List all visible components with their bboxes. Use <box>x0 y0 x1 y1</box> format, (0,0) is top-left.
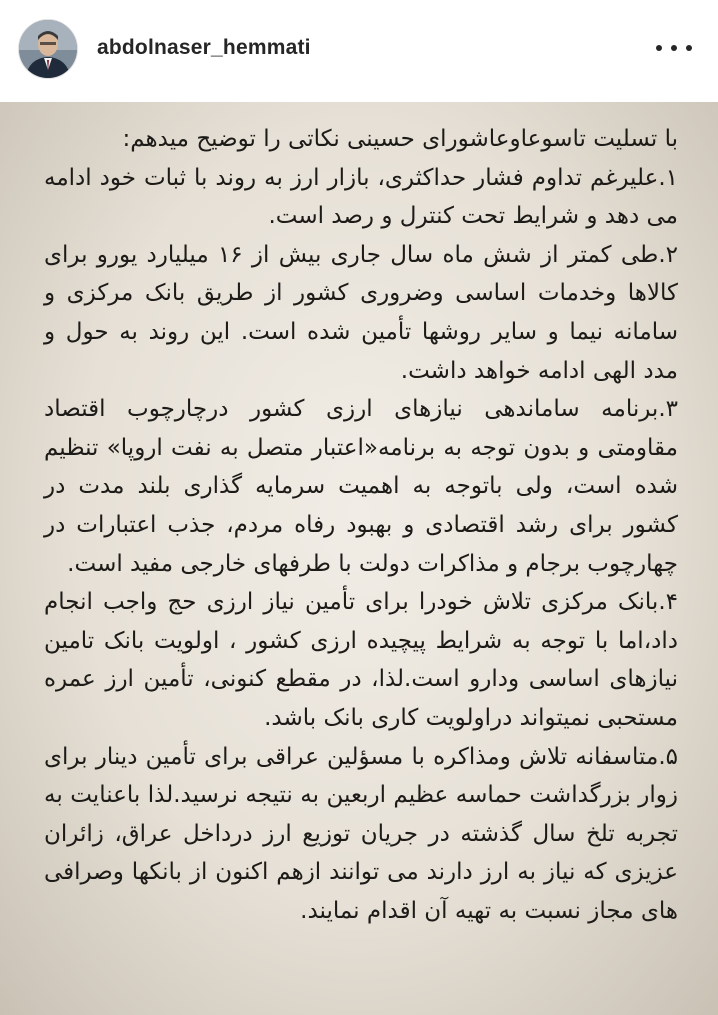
post-paragraph: ۵.متاسفانه تلاش ومذاکره با مسؤلین عراقی برای تأمین دینار برای زوار بزرگداشت حماسه عظیم اربعین به نتیجه نرسید.لذا باعنایت به تجربه تلخ سال گذشته در جریان توزیع ارز درداخل عراق، زائران عزیزی که نیاز به ارز دارند می توانند ازهم اکنون از بانکها وصرافی های مجاز نسبت به تهیه آن اقدام نمایند. <box>44 743 678 924</box>
post-image[interactable] <box>0 102 718 1015</box>
post-paragraph: ۱.علیرغم تداوم فشار حداکثری، بازار ارز به روند با ثبات خود ادامه می دهد و شرایط تحت کنترل و رصد است. <box>44 164 678 230</box>
more-dot-icon <box>671 45 677 51</box>
more-dot-icon <box>686 45 692 51</box>
more-dot-icon <box>656 45 662 51</box>
post-text <box>44 120 678 930</box>
profile-photo-icon <box>19 20 77 78</box>
post-paragraph: ۳.برنامه ساماندهی نیازهای ارزی کشور درچارچوب اقتصاد مقاومتی و بدون توجه به برنامه«اعتبار متصل به نفت اروپا» تنظیم شده است، ولی باتوجه به اهمیت سرمایه گذاری بلند مدت در کشور برای رشد اقتصادی و بهبود رفاه مردم، جذب اعتبارات در چهارچوب برجام و مذاکرات دولت با طرفهای خارجی مفید است. <box>44 396 678 577</box>
post-paragraph: با تسلیت تاسوعاوعاشورای حسینی نکاتی را توضیح میدهم: <box>122 126 678 152</box>
post-paragraph: ۴.بانک مرکزی تلاش خودرا برای تأمین نیاز ارزی حج واجب انجام داد،اما با توجه به شرایط پیچیده ارزی کشور ، اولویت بانک تامین نیازهای اساسی ودارو است.لذا، در مقطع کنونی، تأمین ارز عمره مستحبی نمیتواند دراولویت کاری بانک باشد. <box>44 589 678 731</box>
post-paragraph: ۲.طی کمتر از شش ماه سال جاری بیش از ۱۶ میلیارد یورو برای کالاها وخدمات اساسی وضروری کشور از طریق بانک مرکزی و سامانه نیما و سایر روشها تأمین شده است. این روند به حول و مدد الهی ادامه خواهد داشت. <box>44 241 679 384</box>
post-header <box>0 0 718 102</box>
avatar[interactable] <box>18 19 78 79</box>
more-options-button[interactable] <box>656 38 692 58</box>
username[interactable]: abdolnaser_hemmati <box>97 36 311 59</box>
